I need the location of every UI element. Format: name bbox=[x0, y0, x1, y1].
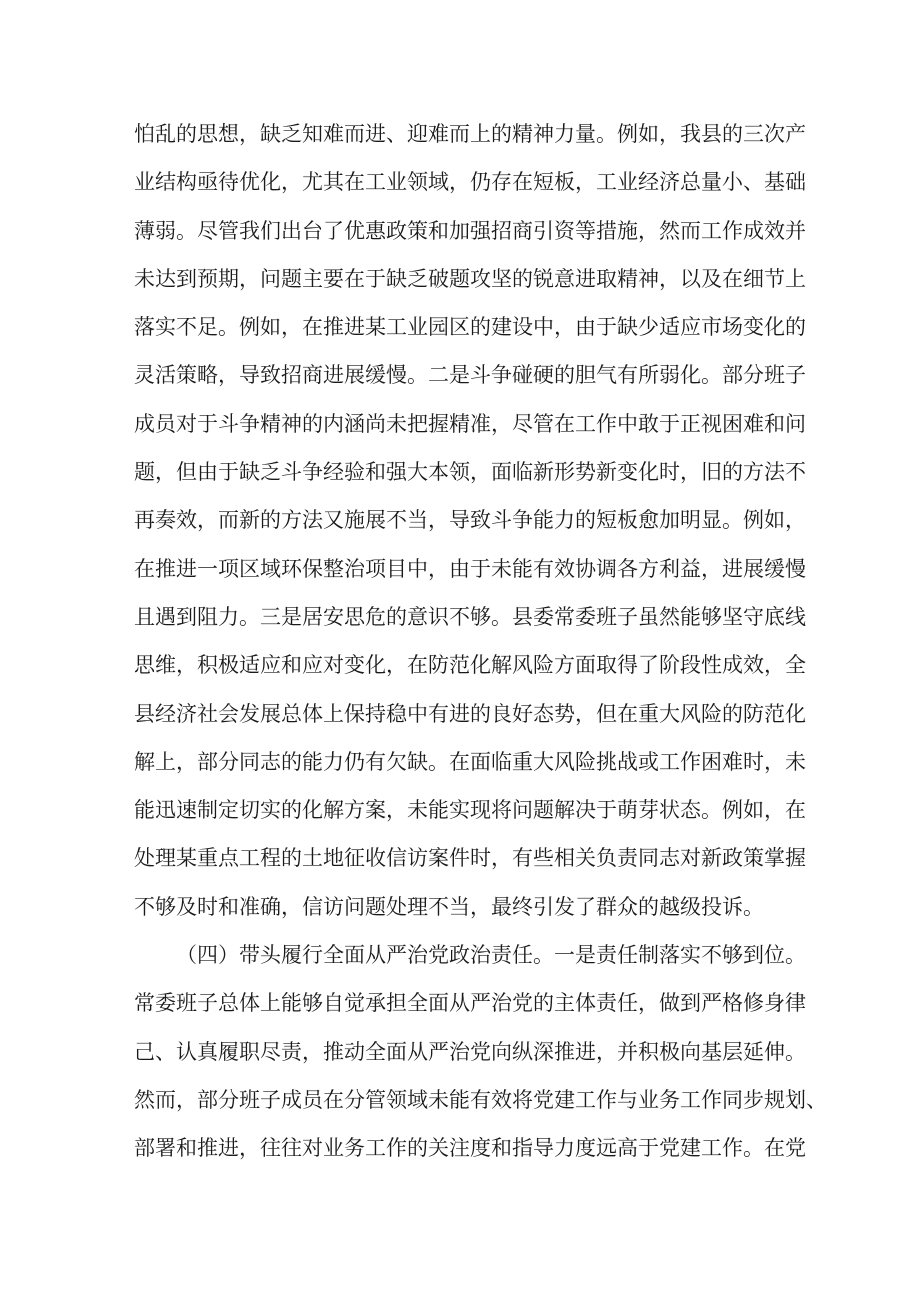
text-line: 县经济社会发展总体上保持稳中有进的良好态势，但在重大风险的防范化 bbox=[134, 701, 806, 726]
text-line: 薄弱。尽管我们出台了优惠政策和加强招商引资等措施，然而工作成效并 bbox=[134, 218, 806, 243]
text-line: 业结构亟待优化，尤其在工业领域，仍存在短板，工业经济总量小、基础 bbox=[134, 170, 806, 195]
text-line: 能迅速制定切实的化解方案，未能实现将问题解决于萌芽状态。例如，在 bbox=[134, 798, 806, 823]
text-line: 常委班子总体上能够自觉承担全面从严治党的主体责任，做到严格修身律 bbox=[134, 991, 806, 1016]
text-line: 己、认真履职尽责，推动全面从严治党向纵深推进，并积极向基层延伸。 bbox=[134, 1039, 806, 1064]
paragraph-2 bbox=[134, 931, 827, 1172]
text-line: 处理某重点工程的土地征收信访案件时，有些相关负责同志对新政策掌握 bbox=[134, 846, 806, 871]
paragraph-1 bbox=[134, 110, 806, 931]
text-line: 未达到预期，问题主要在于缺乏破题攻坚的锐意进取精神，以及在细节上 bbox=[134, 266, 806, 291]
text-line: 然而，部分班子成员在分管领域未能有效将党建工作与业务工作同步规划、 bbox=[134, 1087, 827, 1112]
text-line: 不够及时和准确，信访问题处理不当，最终引发了群众的越级投诉。 bbox=[134, 894, 764, 919]
text-line: 落实不足。例如，在推进某工业园区的建设中，由于缺少适应市场变化的 bbox=[134, 315, 806, 340]
text-line: 题，但由于缺乏斗争经验和强大本领，面临新形势新变化时，旧的方法不 bbox=[134, 460, 806, 485]
text-line: 在推进一项区域环保整治项目中，由于未能有效协调各方利益，进展缓慢 bbox=[134, 556, 806, 581]
document-body bbox=[134, 110, 827, 1173]
text-line: 再奏效，而新的方法又施展不当，导致斗争能力的短板愈加明显。例如， bbox=[134, 508, 806, 533]
text-line: 成员对于斗争精神的内涵尚未把握精准，尽管在工作中敢于正视困难和问 bbox=[134, 411, 806, 436]
text-line: 且遇到阻力。三是居安思危的意识不够。县委常委班子虽然能够坚守底线 bbox=[134, 604, 806, 629]
text-line: 思维，积极适应和应对变化，在防范化解风险方面取得了阶段性成效，全 bbox=[134, 653, 806, 678]
text-line: 灵活策略，导致招商进展缓慢。二是斗争碰硬的胆气有所弱化。部分班子 bbox=[134, 363, 806, 388]
text-line: （四）带头履行全面从严治党政治责任。一是责任制落实不够到位。 bbox=[176, 943, 806, 968]
text-line: 怕乱的思想，缺乏知难而进、迎难而上的精神力量。例如，我县的三次产 bbox=[134, 122, 806, 146]
text-line: 解上，部分同志的能力仍有欠缺。在面临重大风险挑战或工作困难时，未 bbox=[134, 749, 806, 774]
text-line: 部署和推进，往往对业务工作的关注度和指导力度远高于党建工作。在党 bbox=[134, 1136, 806, 1161]
